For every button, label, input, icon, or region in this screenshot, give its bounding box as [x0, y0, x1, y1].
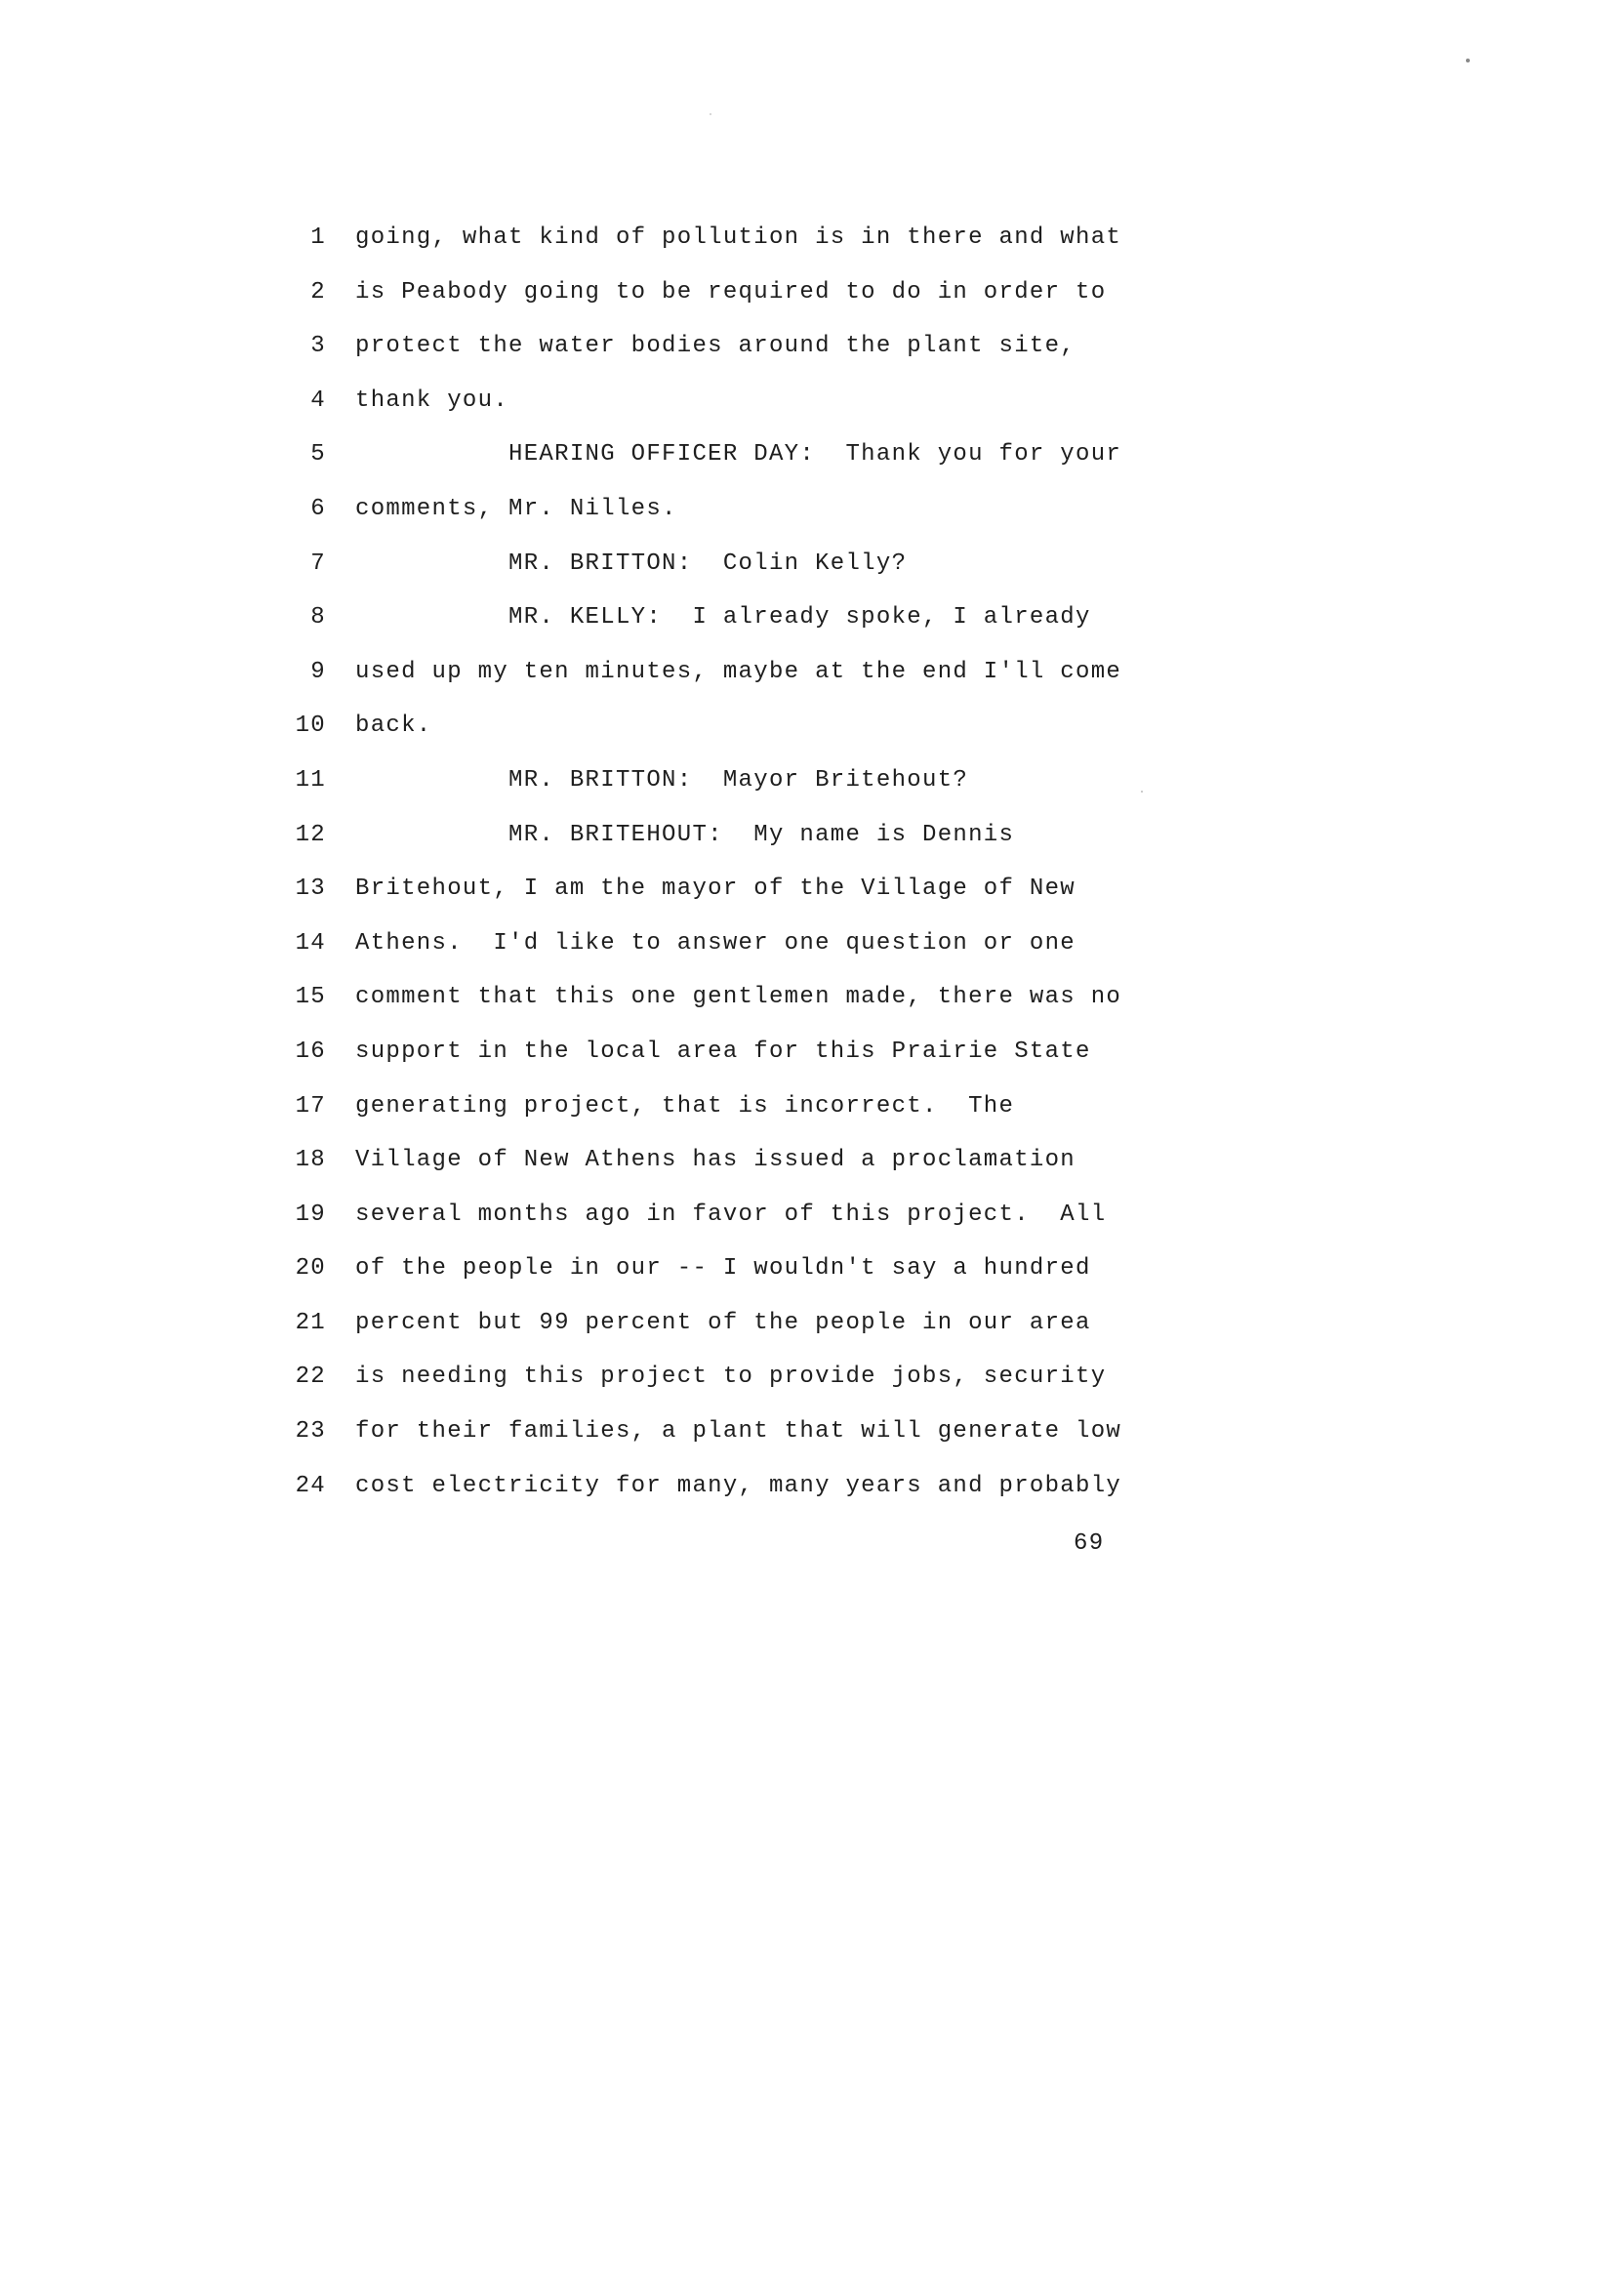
line-number: 15 — [295, 984, 326, 1011]
transcript-line — [293, 1080, 1171, 1134]
line-text: Britehout, I am the mayor of the Village of New — [355, 876, 1076, 903]
line-number: 16 — [295, 1038, 326, 1065]
line-number: 6 — [310, 495, 326, 522]
line-number: 17 — [295, 1092, 326, 1120]
line-text: MR. BRITEHOUT: My name is Dennis — [355, 821, 1015, 848]
line-text: of the people in our -- I wouldn't say a hundred — [355, 1255, 1091, 1283]
line-number: 4 — [310, 387, 326, 414]
scan-speck — [710, 113, 711, 115]
line-number: 9 — [310, 658, 326, 685]
transcript-line — [293, 808, 1171, 863]
transcript-line — [293, 428, 1171, 482]
line-number: 8 — [310, 604, 326, 632]
line-text: for their families, a plant that will generate low — [355, 1418, 1122, 1446]
line-text: going, what kind of pollution is in there and what — [355, 224, 1122, 251]
line-text: Athens. I'd like to answer one question or one — [355, 929, 1076, 957]
line-text: comments, Mr. Nilles. — [355, 495, 677, 522]
transcript-line — [293, 1296, 1171, 1351]
transcript-line — [293, 319, 1171, 374]
line-number: 11 — [295, 766, 326, 794]
line-text: comment that this one gentlemen made, there was no — [355, 984, 1122, 1011]
line-number: 5 — [310, 441, 326, 469]
line-text: MR. BRITTON: Colin Kelly? — [355, 550, 908, 577]
line-text: generating project, that is incorrect. The — [355, 1092, 1015, 1120]
line-number: 23 — [295, 1418, 326, 1446]
line-text: cost electricity for many, many years and probably — [355, 1472, 1122, 1499]
transcript-line — [293, 1242, 1171, 1296]
line-number: 14 — [295, 929, 326, 957]
line-text: thank you. — [355, 387, 509, 414]
line-text: MR. BRITTON: Mayor Britehout? — [355, 766, 969, 794]
transcript-line — [293, 211, 1171, 265]
transcript-line — [293, 1350, 1171, 1405]
line-number: 7 — [310, 550, 326, 577]
transcript-line — [293, 1459, 1171, 1514]
line-number: 19 — [295, 1201, 326, 1228]
transcript-line — [293, 537, 1171, 591]
line-text: is needing this project to provide jobs, security — [355, 1364, 1107, 1391]
line-number: 18 — [295, 1147, 326, 1174]
line-number: 10 — [295, 713, 326, 740]
line-text: used up my ten minutes, maybe at the end I'll come — [355, 658, 1122, 685]
transcript-body — [293, 211, 1171, 1513]
transcript-line — [293, 1133, 1171, 1188]
line-text: several months ago in favor of this project. All — [355, 1201, 1107, 1228]
line-number: 24 — [295, 1472, 326, 1499]
page-number: 69 — [1074, 1530, 1105, 1557]
line-text: HEARING OFFICER DAY: Thank you for your — [355, 441, 1122, 469]
line-text: MR. KELLY: I already spoke, I already — [355, 604, 1091, 632]
line-text: back. — [355, 713, 432, 740]
line-number: 1 — [310, 224, 326, 251]
line-number: 20 — [295, 1255, 326, 1283]
transcript-line — [293, 265, 1171, 320]
transcript-line — [293, 754, 1171, 808]
line-number: 13 — [295, 876, 326, 903]
line-text: protect the water bodies around the plant site, — [355, 333, 1076, 360]
line-text: percent but 99 percent of the people in our area — [355, 1309, 1091, 1336]
line-text: support in the local area for this Prairie State — [355, 1038, 1091, 1065]
transcript-line — [293, 482, 1171, 537]
line-number: 12 — [295, 821, 326, 848]
scan-speck — [1466, 59, 1470, 62]
line-number: 21 — [295, 1309, 326, 1336]
line-number: 22 — [295, 1364, 326, 1391]
transcript-line — [293, 591, 1171, 645]
transcript-line — [293, 645, 1171, 700]
line-number: 3 — [310, 333, 326, 360]
transcript-line — [293, 1188, 1171, 1243]
line-number: 2 — [310, 278, 326, 306]
transcript-line — [293, 862, 1171, 917]
transcript-line — [293, 1405, 1171, 1459]
transcript-line — [293, 917, 1171, 971]
transcript-line — [293, 699, 1171, 754]
transcript-line — [293, 970, 1171, 1025]
line-text: is Peabody going to be required to do in order to — [355, 278, 1107, 306]
transcript-line — [293, 1025, 1171, 1080]
line-text: Village of New Athens has issued a proclamation — [355, 1147, 1076, 1174]
transcript-line — [293, 374, 1171, 428]
